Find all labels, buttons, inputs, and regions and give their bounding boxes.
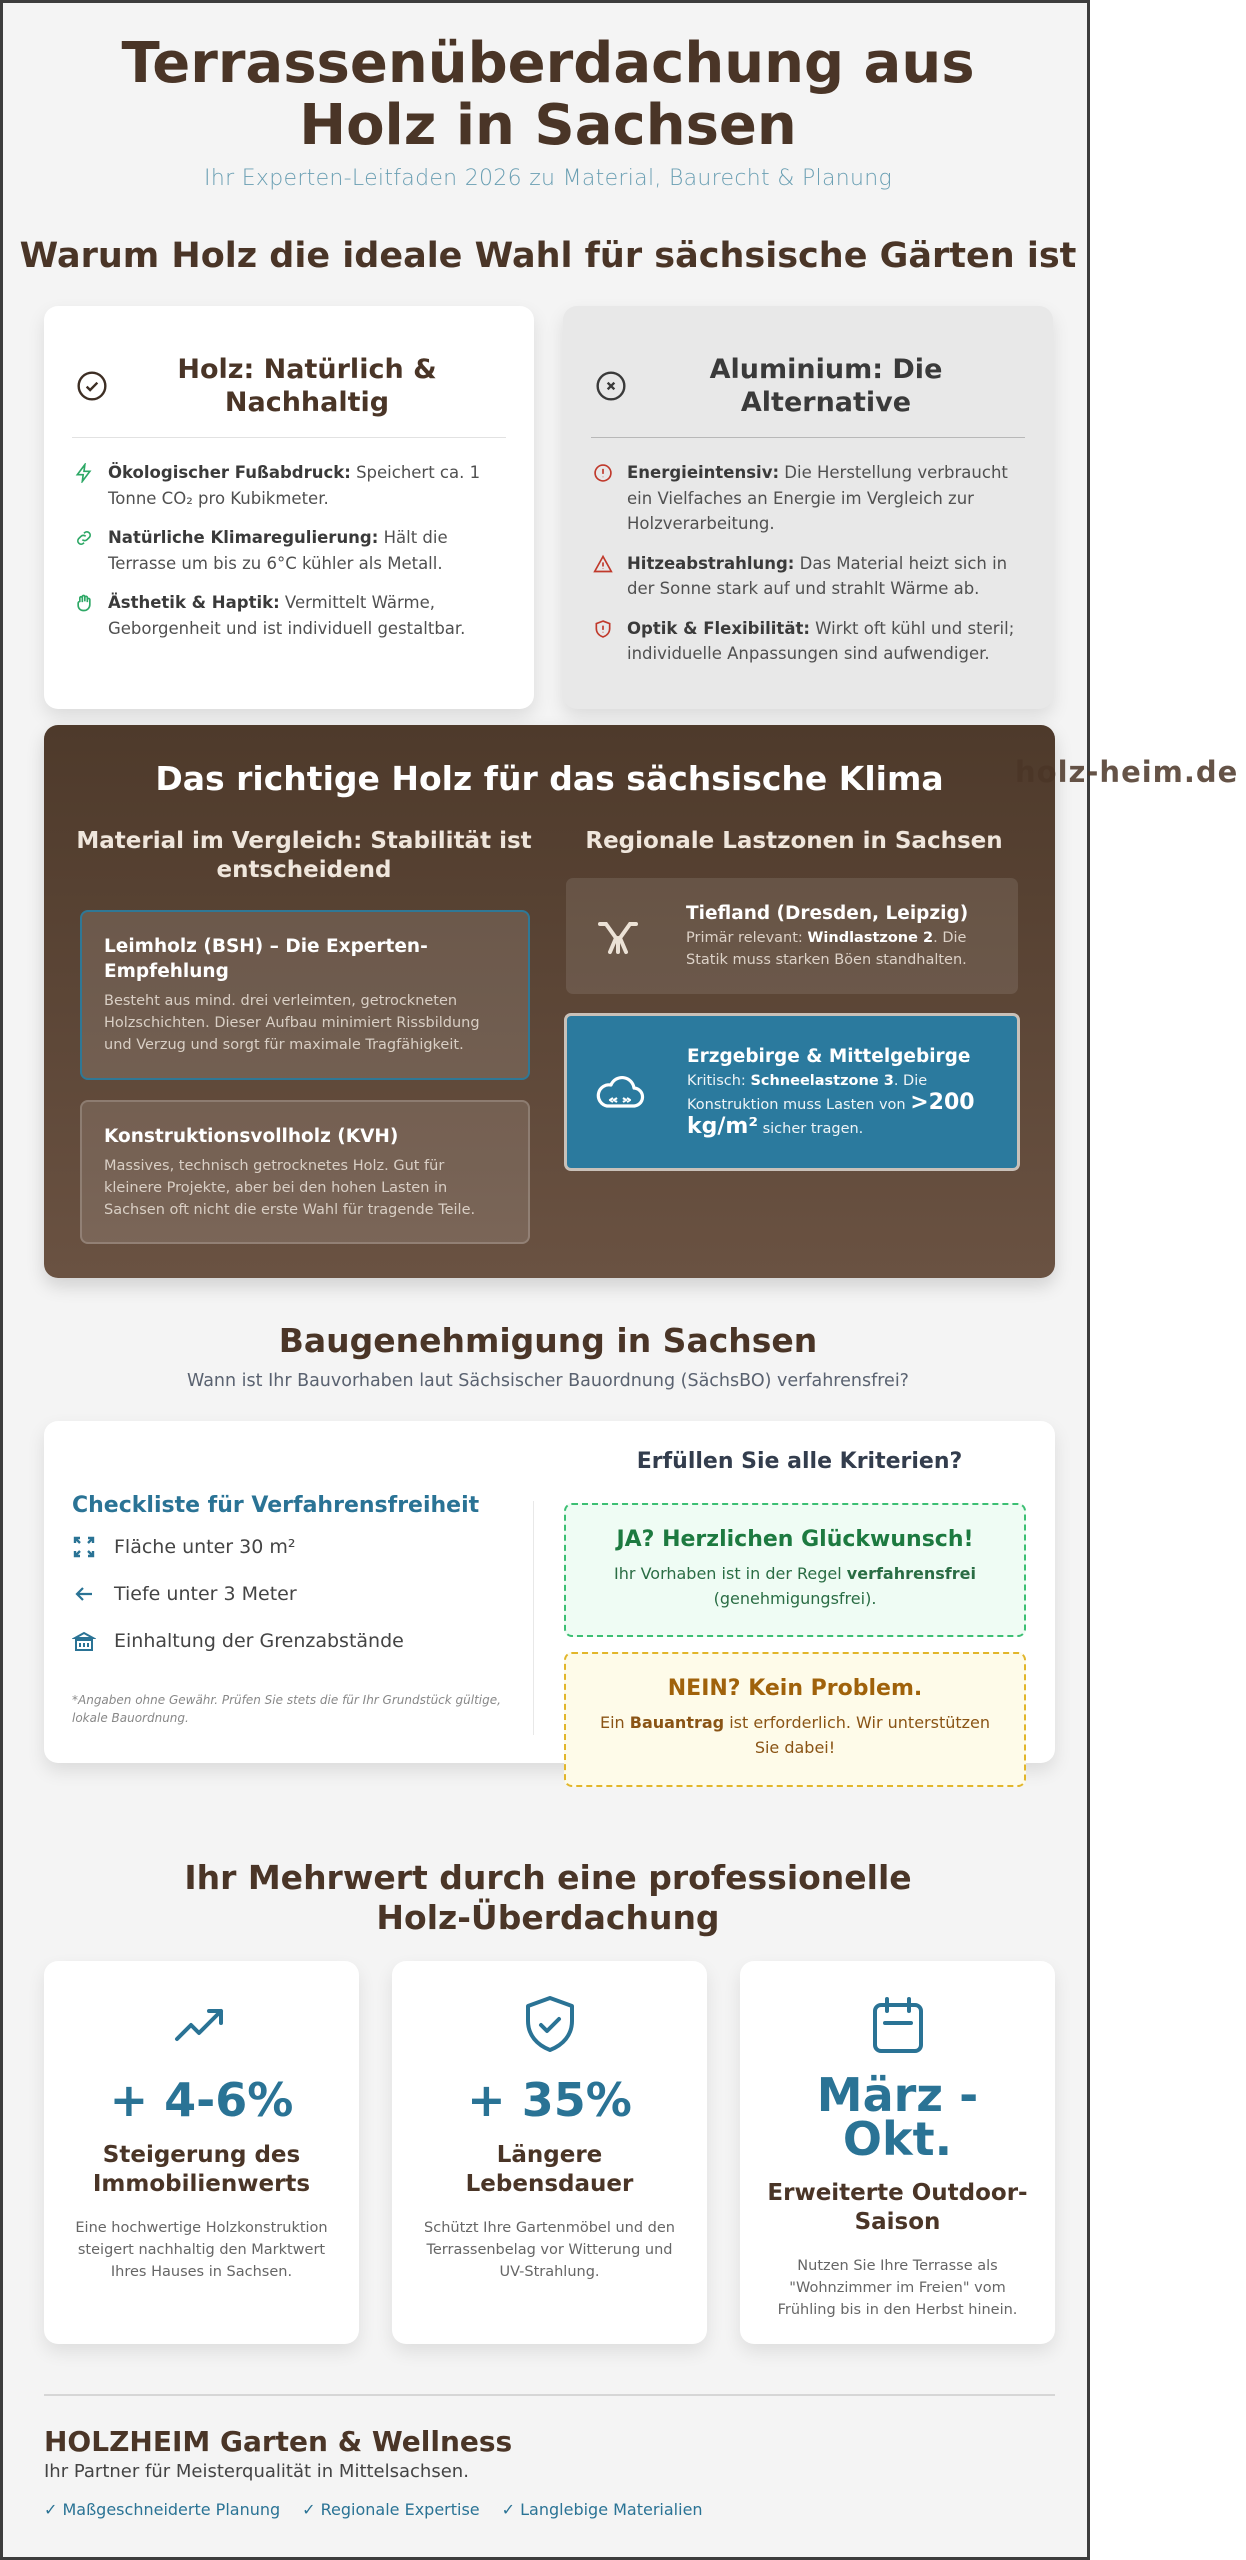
criteria-question: Erfüllen Sie alle Kriterien? [636, 1449, 963, 1474]
zone-text: Primär relevant: Windlastzone 2. Die Statik muss starken Böen standhalten. [686, 930, 967, 968]
list-item [591, 551, 1025, 602]
stat-label: Längere Lebensdauer [465, 2142, 634, 2197]
stat-description: Eine hochwertige Holzkonstruktion steigert nachhaltig den Marktwert Ihres Hauses in Sachsen. [75, 2220, 328, 2280]
lightning-icon [74, 463, 94, 483]
disclaimer-note: *Angaben ohne Gewähr. Prüfen Sie stets die für Ihr Grundstück gültige, lokale Bauordnung. [72, 1693, 501, 1725]
permit-heading: Baugenehmigung in Sachsen [278, 1321, 818, 1360]
zone-text: Kritisch: Schneelastzone 3. Die Konstruktion muss Lasten von >200 kg/m² sicher tragen. [687, 1073, 975, 1139]
list-item [591, 616, 1025, 667]
material-text: Massives, technisch getrocknetes Holz. Gut für kleinere Projekte, aber bei den hohen Lasten in Sachsen oft nicht die erste Wahl für tragende Teile. [104, 1158, 476, 1218]
footer-check-item: ✓ Regionale Expertise [302, 2500, 480, 2519]
footer-check-item: ✓ Langlebige Materialien [501, 2500, 703, 2519]
stat-description: Nutzen Sie Ihre Terrasse als "Wohnzimmer im Freien" vom Frühling bis in den Herbst hinein. [777, 2258, 1018, 2318]
page-title: Terrassenüberdachung aus Holz in Sachsen [121, 31, 975, 158]
wood-card [44, 306, 534, 709]
footer-divider [44, 2394, 1055, 2396]
footer-check-item: ✓ Maßgeschneiderte Planung [44, 2500, 281, 2519]
stat-label: Steigerung des Immobilienwerts [92, 2142, 311, 2197]
aluminium-card [563, 306, 1053, 709]
checklist-text: Einhaltung der Grenzabstände [114, 1630, 404, 1652]
why-heading: Warum Holz die ideale Wahl für sächsische Gärten ist [19, 236, 1077, 276]
shield-check-icon [517, 1993, 583, 2059]
stat-description: Schützt Ihre Gartenmöbel und den Terrassenbelag vor Witterung und UV-Strahlung. [424, 2220, 675, 2280]
checklist-item [72, 1535, 295, 1559]
item-text: Wirkt oft kühl und steril; individuelle Anpassungen sind aufwendiger. [627, 618, 1015, 663]
footer-tagline: Ihr Partner für Meisterqualität in Mittelsachsen. [44, 2461, 469, 2482]
wood-card-title: Holz: Natürlich & Nachhaltig [177, 353, 437, 418]
item-label: Ästhetik & Haptik: [108, 593, 280, 612]
watermark: holz-heim.de [1015, 755, 1239, 789]
stat-value: + 4-6% [109, 2073, 294, 2127]
wood-climate-section [44, 725, 1055, 1278]
permit-card [44, 1421, 1055, 1763]
checklist-text: Tiefe unter 3 Meter [114, 1583, 297, 1605]
checklist-item [72, 1582, 297, 1606]
material-title: Konstruktionsvollholz (KVH) [104, 1126, 399, 1147]
item-text: Das Material heizt sich in der Sonne stark auf und strahlt Wärme ab. [627, 553, 1008, 598]
list-item [72, 590, 506, 641]
page-subtitle: Ihr Experten-Leitfaden 2026 zu Material, Baurecht & Planung [204, 166, 892, 191]
expand-icon [72, 1535, 96, 1559]
answer-yes-box [564, 1503, 1026, 1637]
item-label: Optik & Flexibilität: [627, 618, 810, 638]
stat-label: Erweiterte Outdoor-Saison [767, 2180, 1028, 2235]
zone-card-erzgebirge [564, 1013, 1020, 1171]
aluminium-card-title: Aluminium: Die Alternative [709, 353, 943, 418]
checklist-text: Fläche unter 30 m² [114, 1536, 296, 1558]
warning-triangle-icon [593, 554, 613, 574]
shield-alert-icon [593, 619, 613, 639]
footer-brand: HOLZHEIM Garten & Wellness [44, 2425, 513, 2458]
zones-heading: Regionale Lastzonen in Sachsen [585, 828, 1003, 854]
stat-value: März - Okt. [816, 2068, 979, 2166]
zone-title: Erzgebirge & Mittelgebirge [687, 1046, 971, 1067]
value-heading: Ihr Mehrwert durch eine professionelle Holz-Überdachung [184, 1858, 912, 1937]
item-label: Hitzeabstrahlung: [627, 553, 795, 573]
footer-checks [44, 2500, 703, 2519]
item-text: Hält die Terrasse um bis zu 6°C kühler als Metall. [108, 528, 448, 573]
answer-yes-text: Ihr Vorhaben ist in der Regel verfahrensfrei (genehmigungsfrei). [614, 1564, 976, 1608]
link-icon [74, 528, 94, 548]
answer-no-text: Ein Bauantrag ist erforderlich. Wir unterstützen Sie dabei! [599, 1713, 991, 1757]
answer-no-box [564, 1652, 1026, 1787]
stat-card-value [44, 1961, 359, 2344]
checklist-item [72, 1629, 404, 1653]
wood-section-title: Das richtige Holz für das sächsische Klima [155, 759, 944, 798]
zone-card-tiefland [566, 878, 1018, 994]
material-card-bsh [80, 910, 530, 1080]
stat-value: + 35% [467, 2073, 632, 2127]
wind-turbine-icon [592, 910, 644, 962]
item-label: Natürliche Klimaregulierung: [108, 528, 379, 547]
item-text: Speichert ca. 1 Tonne CO₂ pro Kubikmeter. [108, 463, 481, 508]
material-heading: Material im Vergleich: Stabilität ist entscheidend [76, 828, 532, 883]
trending-up-icon [169, 1993, 235, 2059]
material-card-kvh [80, 1100, 530, 1244]
item-label: Ökologischer Fußabdruck: [108, 463, 351, 482]
answer-yes-title: JA? Herzlichen Glückwunsch! [616, 1527, 974, 1552]
permit-subheading: Wann ist Ihr Bauvorhaben laut Sächsischer Bauordnung (SächsBO) verfahrensfrei? [187, 1371, 909, 1391]
list-item [72, 460, 506, 511]
snow-cloud-icon [593, 1066, 645, 1118]
hand-icon [74, 593, 94, 613]
list-item [591, 460, 1025, 537]
x-circle-icon [595, 370, 627, 402]
item-label: Energieintensiv: [627, 463, 780, 482]
check-circle-icon [76, 370, 108, 402]
calendar-icon [865, 1993, 931, 2059]
zone-title: Tiefland (Dresden, Leipzig) [686, 903, 969, 924]
item-text: Die Herstellung verbraucht ein Vielfaches an Energie im Vergleich zur Holzverarbeitung. [627, 463, 1008, 533]
building-icon [72, 1629, 96, 1653]
stat-card-season [740, 1961, 1055, 2344]
arrow-left-icon [72, 1582, 96, 1606]
material-title: Leimholz (BSH) – Die Experten-Empfehlung [104, 936, 428, 982]
column-divider [533, 1501, 534, 1735]
list-item [72, 525, 506, 576]
item-text: Vermittelt Wärme, Geborgenheit und ist individuell gestaltbar. [108, 593, 466, 638]
alert-circle-icon [593, 463, 613, 483]
answer-no-title: NEIN? Kein Problem. [667, 1676, 923, 1701]
material-text: Besteht aus mind. drei verleimten, getrockneten Holzschichten. Dieser Aufbau minimiert Rissbildung und Verzug und sorgt für maximale Tragfähigkeit. [104, 993, 480, 1053]
stat-card-lifetime [392, 1961, 707, 2344]
checklist-title: Checkliste für Verfahrensfreiheit [72, 1493, 480, 1518]
